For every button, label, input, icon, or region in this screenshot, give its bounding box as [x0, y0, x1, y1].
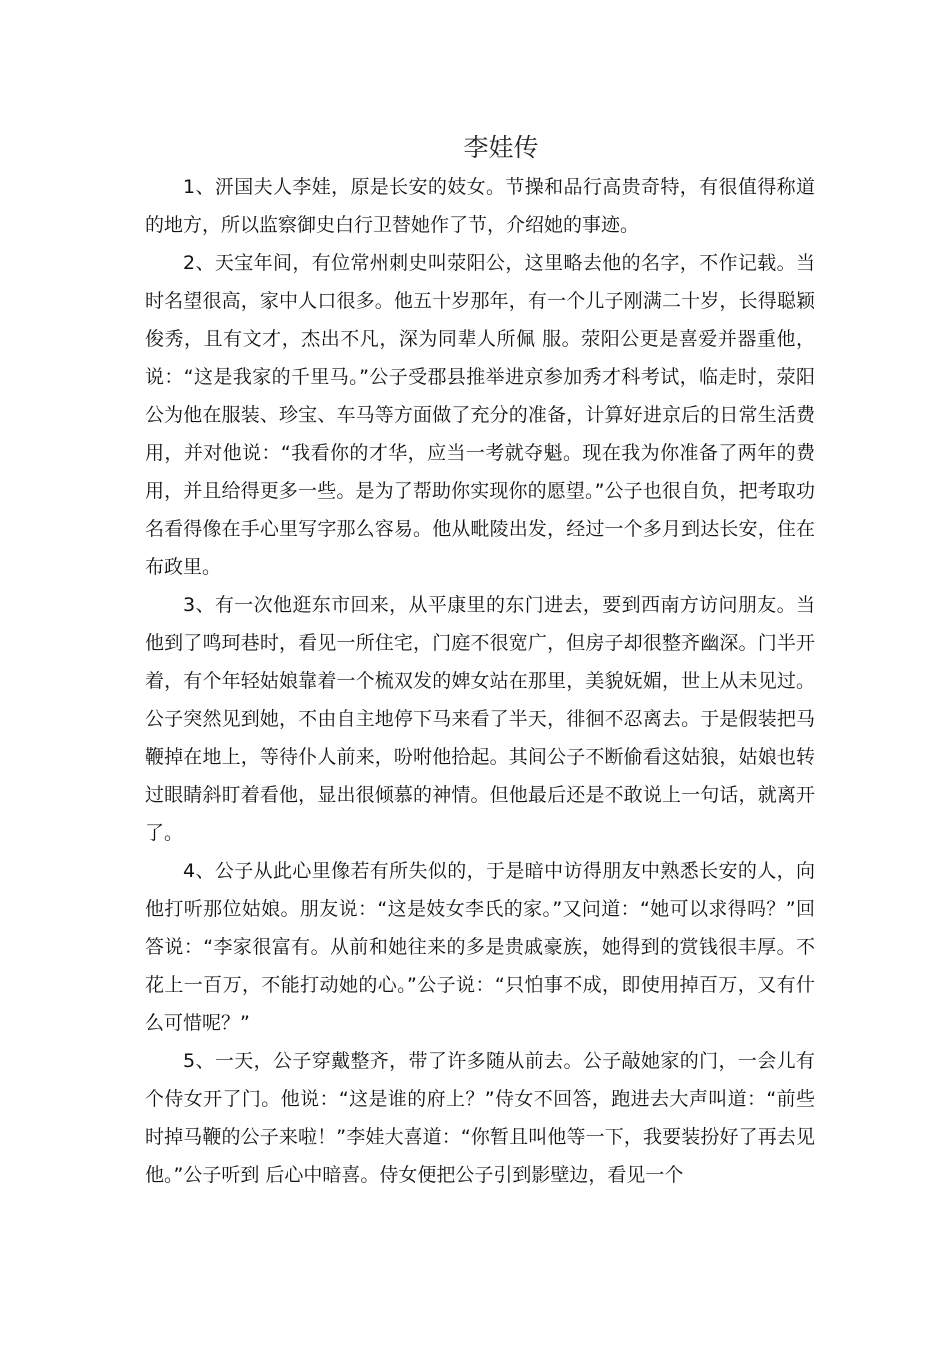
paragraph-4: 4、公子从此心里像若有所失似的，于是暗中访得朋友中熟悉长安的人，向他打听那位姑娘。朋友说：“这是妓女李氏的家。”又问道：“她可以求得吗？”回答说：“李家很富有。从前和她往来的多是贵戚豪族，她得到的赏钱很丰厚。不花上一百万，不能打动她的心。”公子说：“只怕事不成，即使用掉百万，又有什么可惜呢？”: [145, 860, 815, 1034]
paragraph-3: 3、有一次他逛东市回来，从平康里的东门进去，要到西南方访问朋友。当他到了鸣珂巷时，看见一所住宅，门庭不很宽广，但房子却很整齐幽深。门半开着，有个年轻姑娘靠着一个梳双发的婢女站在那里，美貌妩媚，世上从未见过。公子突然见到她，不由自主地停下马来看了半天，徘徊不忍离去。于是假装把马鞭掉在地上，等待仆人前来，吩咐他拾起。其间公子不断偷看这姑狼，姑娘也转过眼睛斜盯着看他，显出很倾慕的神情。但他最后还是不敢说上一句话，就离开了。: [145, 594, 815, 844]
document-body: [145, 168, 815, 1194]
paragraph-2: 2、天宝年间，有位常州刺史叫荥阳公，这里略去他的名字，不作记载。当时名望很高，家中人口很多。他五十岁那年，有一个儿子刚满二十岁，长得聪颖俊秀，且有文才，杰出不凡，深为同辈人所佩 服。荥阳公更是喜爱并器重他，说：“这是我家的千里马。”公子受郡县推举进京参加秀才科考试，临走时，荥阳公为他在服装、珍宝、车马等方面做了充分的准备，计算好进京后的日常生活费用，并对他说：“我看你的才华，应当一考就夺魁。现在我为你准备了两年的费用，并且给得更多一些。是为了帮助你实现你的愿望。”公子也很自负，把考取功名看得像在手心里写字那么容易。他从毗陵出发，经过一个多月到达长安，住在布政里。: [145, 252, 815, 578]
paragraph-5: 5、一天，公子穿戴整齐，带了许多随从前去。公子敲她家的门，一会儿有个侍女开了门。他说：“这是谁的府上？”侍女不回答，跑进去大声叫道：“前些时掉马鞭的公子来啦！”李娃大喜道：“你暂且叫他等一下，我要装扮好了再去见他。”公子听到 后心中暗喜。侍女便把公子引到影壁边，看见一个: [145, 1050, 815, 1186]
paragraph-1: 1、汧国夫人李娃，原是长安的妓女。节操和品行高贵奇特，有很值得称道的地方，所以监察御史白行卫替她作了节，介绍她的事迹。: [145, 176, 815, 236]
document-title: 李娃传: [463, 133, 539, 162]
